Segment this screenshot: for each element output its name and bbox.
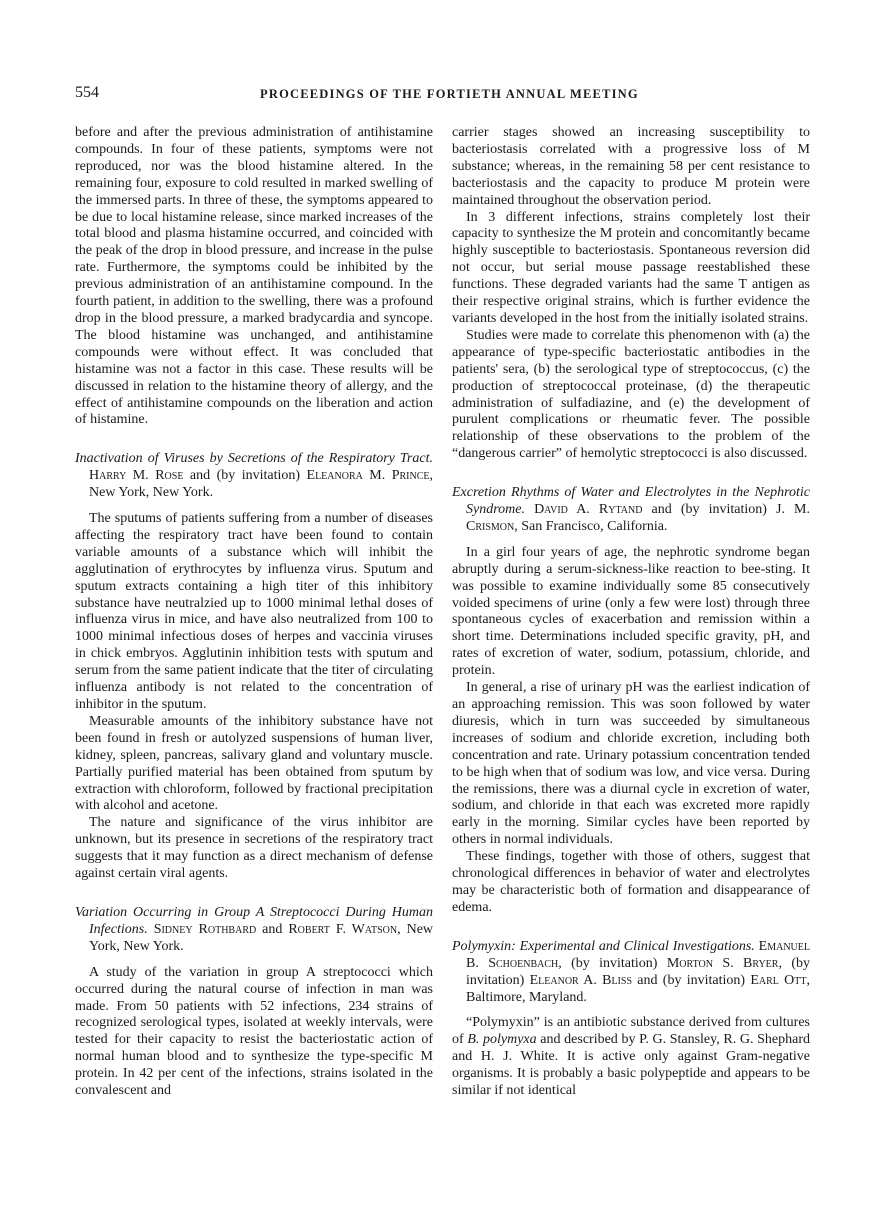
author-name: Eleanora M. Prince — [306, 468, 430, 484]
abstract-title: Variation Occurring in Group A Streptococci During Human Infections. — [75, 904, 433, 937]
text-run: , (by invitation) — [466, 955, 810, 988]
text-run: In 3 different infections, strains completely lost their capacity to synthesize the M protein and concomitantly became highly susceptible to bacteriostasis. Spontaneous reversion did not occur, but serial mouse passage reestablished these functions. These degraded variants had the same T antigen as their respective original strains, which is further evidence the variants developed in the host from the initially isolated strains. — [452, 209, 810, 326]
text-run: The sputums of patients suffering from a number of diseases affecting the respiratory tract have been found to contain variable amounts of a substance which will inhibit the agglutination of erythrocytes by influenza virus. Sputum and sputum extracts containing a high titer of this inhibitory substance have neutralzied up to 1000 minimal lethal doses of influenza virus in mice, and have also neutralized from 100 to 1000 minimal infectious doses of herpes and vaccinia viruses in chick embryos. Agglutinin inhibition tests with sputum and serum from the same patient indicate that the titer of circulating influenza antibody is not related to the concentration of inhibitor in the sputum. — [75, 511, 433, 712]
author-name: Eleanor A. Bliss — [529, 972, 633, 988]
abstract-title: Inactivation of Viruses by Secretions of the Respiratory Tract. — [75, 451, 433, 467]
text-run: In general, a rise of urinary pH was the earliest indication of an approaching remission. This was soon followed by water diuresis, which in turn was succeeded by simultaneous increases of sodium and chloride excretion, including both concentration and rate. Urinary potassium concentration tended to be high when that of sodium was low, and vice versa. During the remissions, there was a diurnal cycle in excretion of water, sodium, and chloride in that each was excreted more rapidly early in the morning. Similar cycles have been reported by others in normal individuals. — [452, 680, 810, 848]
paragraph — [452, 1015, 810, 1100]
paragraph — [452, 125, 810, 210]
paragraph — [75, 965, 433, 1100]
paragraph — [75, 511, 433, 714]
text-run: and — [256, 921, 289, 937]
text-run: The nature and significance of the virus inhibitor are unknown, but its presence in secretions of the respiratory tract suggests that it may function as a direct mechanism of defense against certain viral agents. — [75, 815, 433, 882]
running-head: PROCEEDINGS OF THE FORTIETH ANNUAL MEETING — [260, 87, 639, 101]
text-run: and (by invitation) — [632, 972, 751, 988]
text-run: carrier stages showed an increasing susceptibility to bacteriostasis correlated with a progressive loss of M substance; whereas, in the remaining 58 per cent resistance to bacteriostasis and the capacity to produce M protein were maintained throughout the observation period. — [452, 125, 810, 208]
paragraph — [75, 815, 433, 883]
paragraph — [452, 210, 810, 328]
italic-text: B. polymyxa — [467, 1032, 537, 1048]
text-run: and (by invitation) — [642, 502, 777, 518]
text-run: , (by invitation) — [558, 955, 667, 971]
author-name: David A. Rytand — [534, 502, 643, 518]
paragraph — [75, 125, 433, 429]
abstract-heading — [452, 485, 810, 536]
author-name: Morton S. Bryer — [666, 955, 779, 971]
paragraph — [452, 680, 810, 849]
paragraph — [452, 545, 810, 680]
paragraph — [452, 849, 810, 917]
text-run — [525, 502, 534, 517]
text-run: In a girl four years of age, the nephrotic syndrome began abruptly during a serum-sickness-like reaction to bee-sting. It was possible to examine individually some 85 consecutively voided specimens of urine (only a few were lost) through three spontaneous cycles of exacerbation and remission within a short time. Determinations included specific gravity, pH, and rates of excretion of water, sodium, potassium, chloride, and protein. — [452, 544, 810, 679]
author-name: J. M. Crismon — [466, 502, 811, 534]
text-run: Measurable amounts of the inhibitory substance have not been found in fresh or autolyzed suspensions of human liver, kidney, spleen, pancreas, salivary gland and voluntary muscle. Partially purified material has been obtained from sputum by extraction with chloroform, followed by fractional precipitation with alcohol and acetone. — [75, 713, 433, 814]
text-run: , Baltimore, Maryland. — [466, 972, 811, 1005]
text-run: , San Francisco, California. — [514, 518, 668, 534]
author-name: Robert F. Watson — [288, 921, 398, 937]
author-name: Harry M. Rose — [89, 468, 184, 484]
author-name: Sidney Rothbard — [153, 921, 257, 937]
text-run: , New York, New York. — [89, 468, 434, 501]
abstract-heading — [452, 939, 810, 1007]
paragraph — [452, 328, 810, 463]
text-run: A study of the variation in group A streptococci which occurred during the natural course of infection in man was made. From 50 patients with 52 infections, 234 strains of recognized serological types, isolated at weekly intervals, were tested for their capacity to resist the bacteriostatic action of normal human blood and to synthesize the type-specific M protein. In 42 per cent of the infections, strains isolated in the convalescent and — [75, 964, 433, 1099]
text-run: Studies were made to correlate this phenomenon with (a) the appearance of type-specific bacteriostatic antibodies in the patients' sera, (b) the serological type of streptococcus, (c) the production of streptococcal proteinase, (d) the therapeutic administration of sulfadiazine, and (e) the development of purulent complications or rheumatic fever. The possible relationship of these observations to the problem of the “dangerous carrier” of hemolytic streptococci is also discussed. — [452, 327, 810, 462]
text-run: and (by invitation) — [183, 468, 307, 484]
author-name: Earl Ott — [750, 972, 807, 988]
text-run: “Polymyxin” is an antibiotic substance derived from cultures of — [452, 1015, 810, 1048]
author-name: Emanuel B. Schoenbach — [466, 938, 810, 971]
abstract-heading — [75, 905, 433, 956]
right-column — [452, 125, 810, 1100]
abstract-heading — [75, 451, 433, 502]
left-column — [75, 125, 433, 1100]
text-run: These findings, together with those of others, suggest that chronological differences in behavior of water and electrolytes may be characteristic both of formation and disappearance of edema. — [452, 849, 810, 915]
abstract-title: Excretion Rhythms of Water and Electrolytes in the Nephrotic Syndrome. — [452, 485, 810, 518]
page-number: 554 — [75, 84, 99, 101]
text-run: before and after the previous administration of antihistamine compounds. In four of these patients, symptoms were not reproduced, nor was the blood histamine altered. In the remaining four, exposure to cold resulted in marked swelling of the immersed parts. In three of these, the symptoms appeared to be due to local histamine release, since marked increases of the total blood and plasma histamine occurred, and coincided with the peak of the drop in blood pressure, and increase in the pulse rate. Furthermore, the symptoms could be inhibited by the previous administration of an antihistamine compound. In the fourth patient, in addition to the swelling, there was a profound drop in the blood pressure, a marked bradycardia and syncope. The blood histamine was unchanged, and antihistamine compounds were without effect. It was concluded that histamine was not a factor in this case. These results will be discussed in relation to the histamine theory of allergy, and the effect of antihistamine compounds on the liberation and action of histamine. — [75, 125, 433, 428]
abstract-title: Polymyxin: Experimental and Clinical Investigations. — [452, 938, 755, 954]
text-run: and described by P. G. Stansley, R. G. Shephard and H. J. White. It is active only against Gram-negative organisms. It is probably a basic polypeptide and appears to be similar if not identical — [452, 1032, 810, 1099]
text-run: , New York, New York. — [89, 921, 434, 954]
paragraph — [75, 714, 433, 815]
